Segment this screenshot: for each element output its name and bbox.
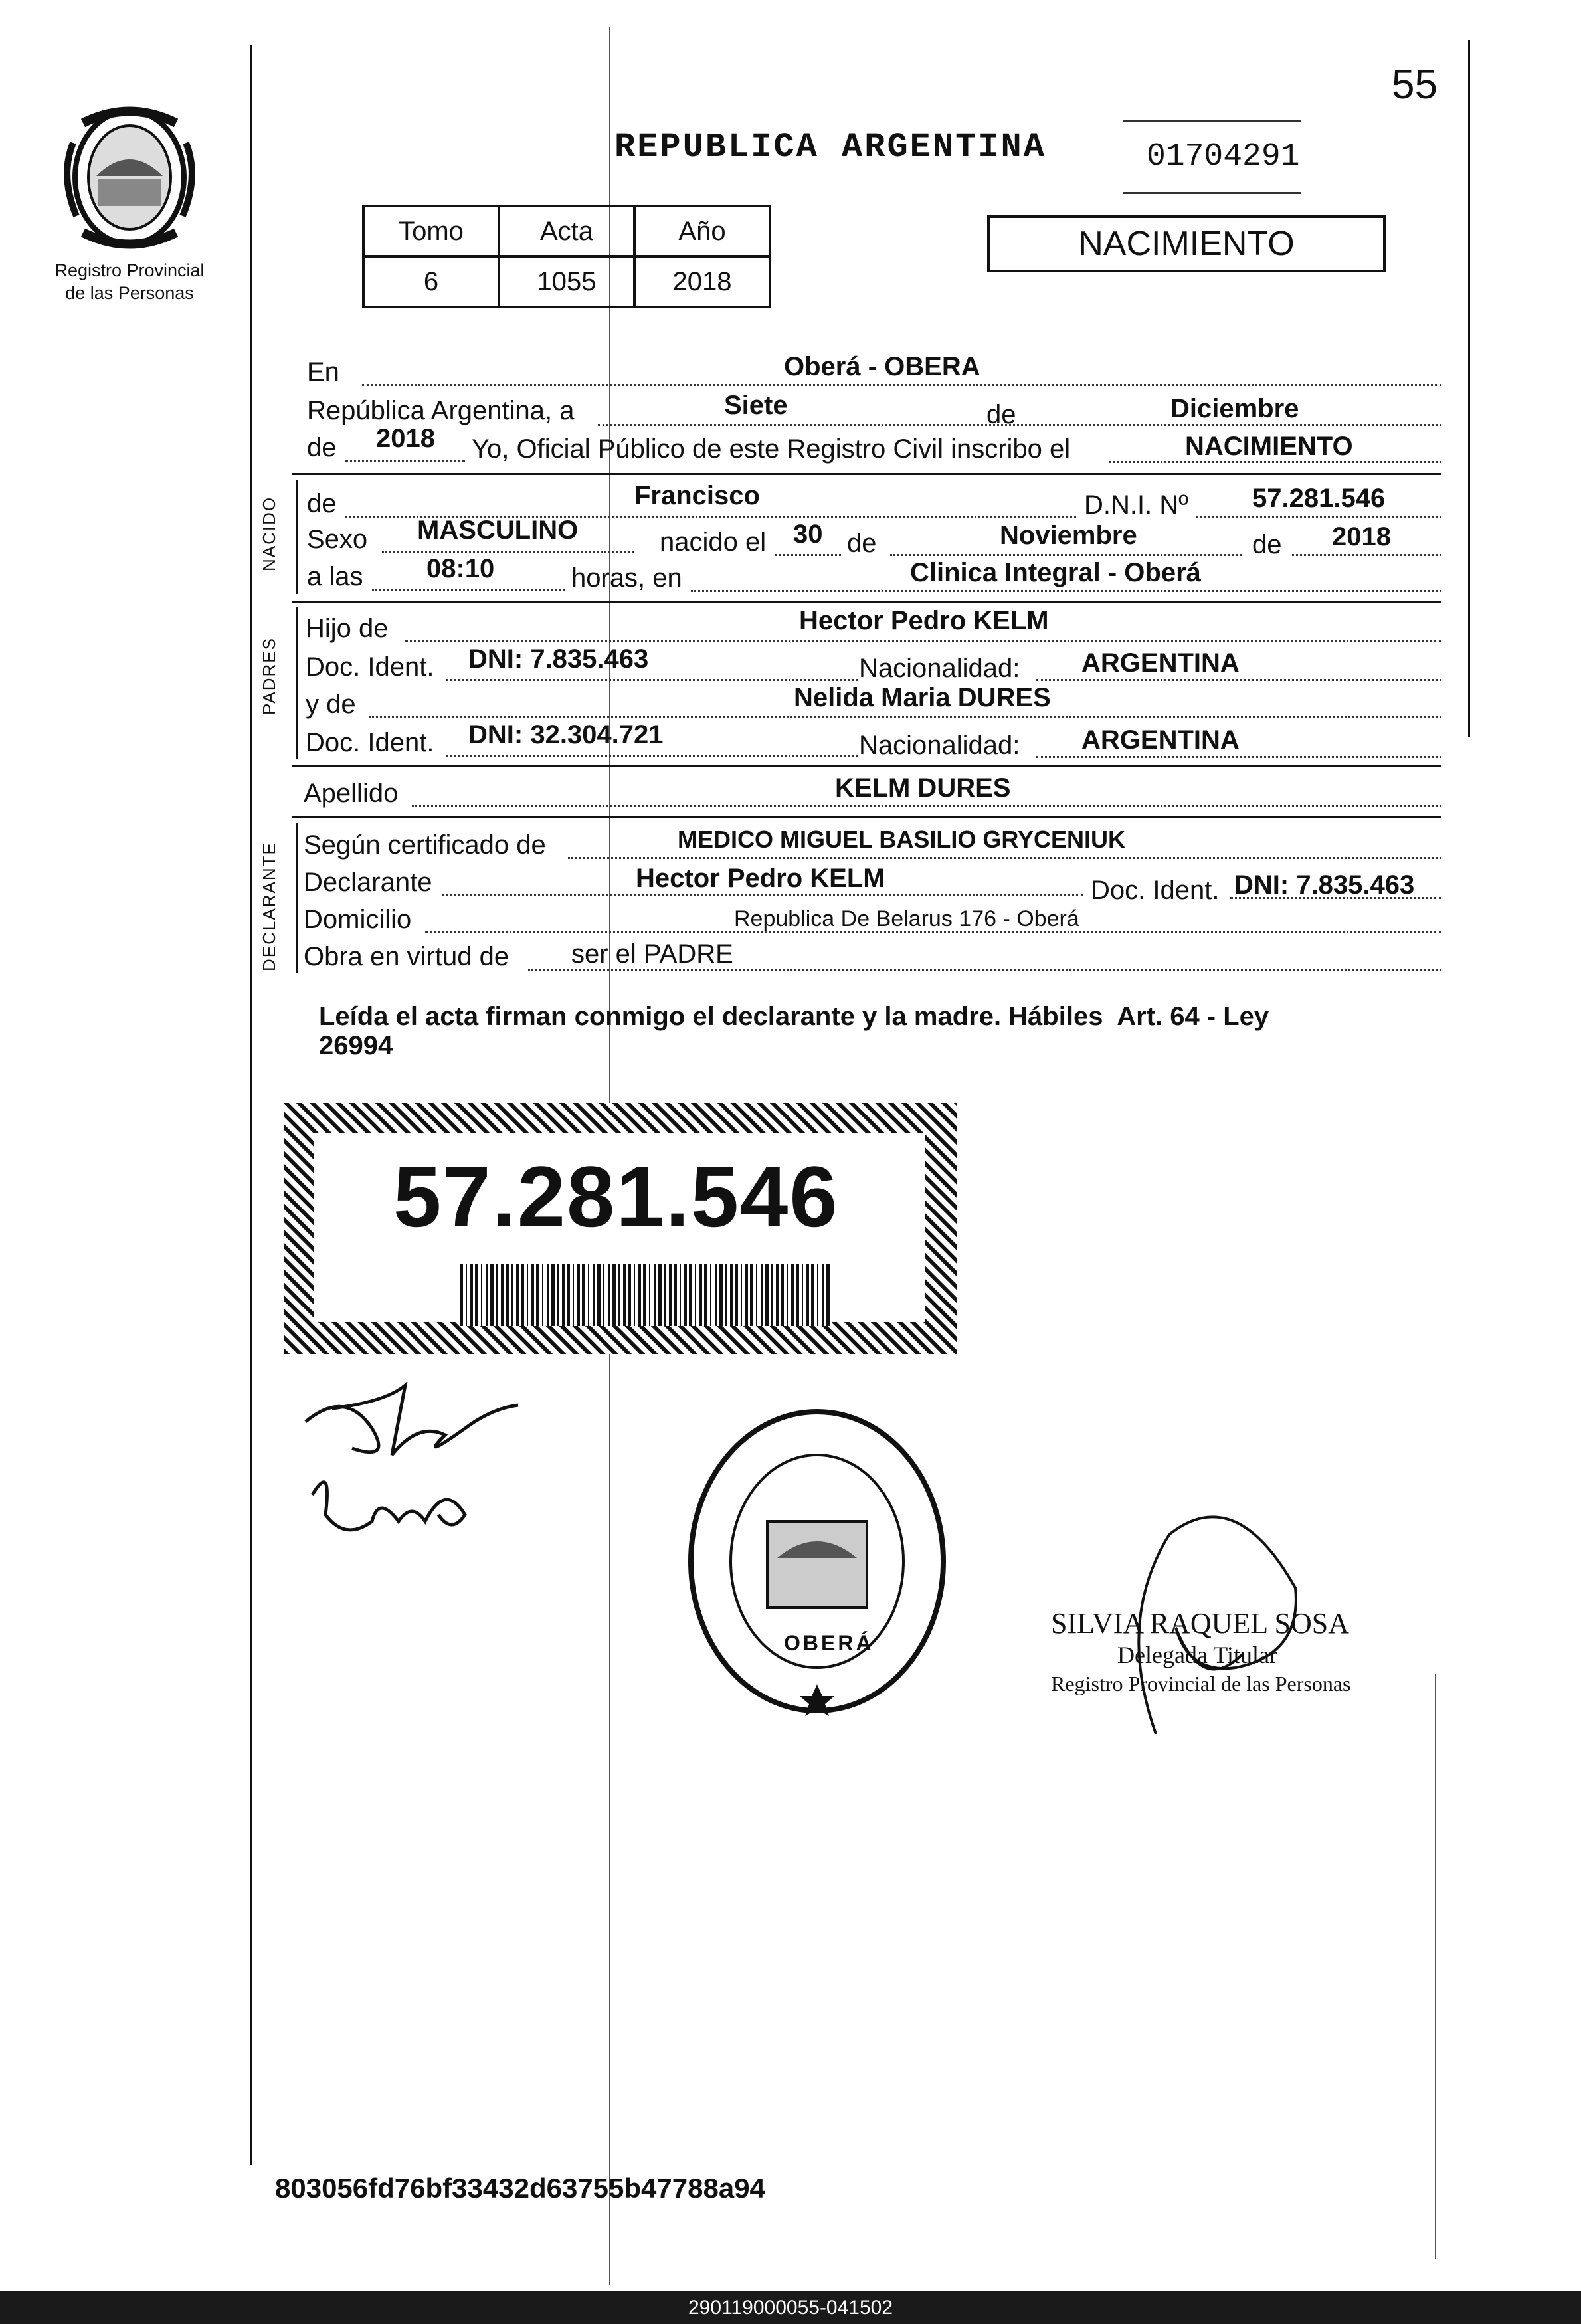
dotted-line bbox=[412, 805, 1442, 807]
nombre-nacido: Francisco bbox=[634, 481, 760, 510]
section-divider bbox=[292, 816, 1442, 818]
logo-caption-line1: Registro Provincial bbox=[54, 260, 205, 280]
dia-nacimiento: 30 bbox=[793, 520, 823, 549]
declarante-doc: DNI: 7.835.463 bbox=[1234, 870, 1415, 900]
dotted-line bbox=[598, 424, 1442, 426]
document-hash: 803056fd76bf33432d63755b47788a94 bbox=[275, 2173, 765, 2204]
padre-doc: DNI: 7.835.463 bbox=[468, 644, 649, 674]
de-label-2: de bbox=[847, 529, 877, 558]
document-title: REPUBLICA ARGENTINA bbox=[614, 128, 1046, 167]
declarante-label: DECLARANTE bbox=[259, 842, 279, 971]
obra-value: ser el PADRE bbox=[571, 939, 733, 969]
page-number: 55 bbox=[1392, 62, 1438, 108]
padre-doc-label: Doc. Ident. bbox=[306, 652, 434, 682]
madre-doc-label: Doc. Ident. bbox=[306, 728, 434, 757]
dotted-line bbox=[691, 590, 1442, 592]
dotted-line bbox=[369, 716, 1442, 718]
left-margin-line bbox=[250, 45, 252, 2165]
header-anio: Año bbox=[634, 206, 770, 256]
dotted-line bbox=[442, 894, 1083, 896]
padre-nac-label: Nacionalidad: bbox=[859, 654, 1020, 683]
serial-number: 01704291 bbox=[1147, 139, 1300, 175]
declarante-doc-label: Doc. Ident. bbox=[1091, 876, 1220, 905]
declarante-nombre: Hector Pedro KELM bbox=[636, 864, 885, 893]
en-label: En bbox=[307, 357, 339, 387]
section-divider bbox=[292, 473, 1442, 475]
apellido-label: Apellido bbox=[304, 779, 399, 808]
dni-label: D.N.I. Nº bbox=[1084, 490, 1188, 520]
serial-box bbox=[1123, 120, 1301, 194]
sexo-value: MASCULINO bbox=[417, 516, 579, 545]
y-de-label: y de bbox=[306, 690, 356, 719]
dotted-line bbox=[1109, 461, 1442, 463]
dotted-line bbox=[446, 679, 858, 681]
dni-security-label bbox=[284, 1103, 957, 1354]
value-anio: 2018 bbox=[634, 256, 770, 307]
declarante-bracket bbox=[296, 823, 298, 973]
dotted-line bbox=[890, 554, 1242, 556]
madre-nacionalidad: ARGENTINA bbox=[1081, 726, 1240, 755]
de2-label: de bbox=[307, 433, 337, 462]
value-tomo: 6 bbox=[363, 256, 499, 307]
horas-en-label: horas, en bbox=[571, 563, 682, 593]
doc-type: NACIMIENTO bbox=[1078, 225, 1295, 263]
de-label: de bbox=[986, 400, 1016, 429]
hora-nacimiento: 08:10 bbox=[426, 554, 495, 583]
dni-label-panel bbox=[314, 1133, 925, 1322]
dia-inscripcion: Siete bbox=[724, 391, 788, 420]
province-logo bbox=[56, 103, 203, 256]
padre-nacionalidad: ARGENTINA bbox=[1081, 648, 1240, 678]
nacido-bracket bbox=[296, 480, 298, 594]
dotted-line bbox=[446, 755, 858, 757]
doc-type-box bbox=[987, 215, 1386, 272]
dotted-line bbox=[405, 640, 1442, 642]
record-table bbox=[362, 205, 771, 308]
certificado-value: MEDICO MIGUEL BASILIO GRYCENIUK bbox=[678, 826, 1126, 853]
logo-caption-line2: de las Personas bbox=[65, 283, 194, 303]
dotted-line bbox=[568, 857, 1442, 859]
republica-label: República Argentina, a bbox=[307, 396, 575, 425]
dotted-line bbox=[1196, 516, 1442, 518]
value-acta: 1055 bbox=[499, 256, 634, 307]
padre-nombre: Hector Pedro KELM bbox=[799, 606, 1049, 635]
section-divider bbox=[292, 601, 1442, 603]
dni-label-number: 57.281.546 bbox=[393, 1148, 839, 1245]
hijo-de-label: Hijo de bbox=[306, 614, 389, 643]
anio-inscripcion: 2018 bbox=[376, 424, 435, 453]
apellido-value: KELM DURES bbox=[835, 773, 1011, 803]
obra-label: Obra en virtud de bbox=[304, 942, 510, 971]
padres-bracket bbox=[296, 607, 298, 759]
dotted-line bbox=[1036, 679, 1442, 681]
barcode bbox=[460, 1264, 832, 1326]
section-divider bbox=[292, 765, 1442, 767]
lugar-nacimiento: Clinica Integral - Oberá bbox=[910, 558, 1201, 587]
official-org: Registro Provincial de las Personas bbox=[1051, 1672, 1351, 1695]
right-margin-line bbox=[1468, 40, 1470, 737]
dotted-line bbox=[345, 460, 465, 462]
dotted-line bbox=[528, 969, 1442, 971]
nombre-de-label: de bbox=[307, 489, 337, 518]
madre-nac-label: Nacionalidad: bbox=[859, 731, 1020, 760]
mes-nacimiento: Noviembre bbox=[1000, 521, 1137, 550]
madre-nombre: Nelida Maria DURES bbox=[794, 683, 1051, 712]
official-stamp bbox=[684, 1405, 950, 1717]
official-role: Delegada Titular bbox=[1117, 1642, 1277, 1668]
right-edge-line bbox=[1435, 1674, 1436, 2259]
dotted-line bbox=[372, 589, 565, 591]
dotted-line bbox=[1292, 554, 1442, 556]
dni-nacido: 57.281.546 bbox=[1252, 484, 1386, 513]
declarante-nombre-label: Declarante bbox=[304, 868, 432, 897]
signature-declarante bbox=[292, 1382, 531, 1555]
footer-code: 290119000055-041502 bbox=[688, 2297, 893, 2319]
madre-doc: DNI: 32.304.721 bbox=[468, 720, 664, 749]
nacido-label: NACIDO bbox=[259, 496, 279, 571]
domicilio-label: Domicilio bbox=[304, 905, 412, 934]
nacido-el-label: nacido el bbox=[660, 528, 767, 557]
official-name: SILVIA RAQUEL SOSA bbox=[1051, 1607, 1350, 1640]
certificado-label: Según certificado de bbox=[304, 830, 546, 860]
oficial-label: Yo, Oficial Público de este Registro Civil inscribo el bbox=[472, 435, 1071, 464]
dotted-line bbox=[382, 551, 634, 553]
closing-line1: Leída el acta firman conmigo el declarante y la madre. Hábiles Art. 64 - Ley bbox=[319, 1002, 1269, 1031]
dotted-line bbox=[1036, 756, 1442, 758]
a-las-label: a las bbox=[307, 562, 363, 591]
de-label-3: de bbox=[1252, 530, 1282, 559]
header-tomo: Tomo bbox=[363, 206, 499, 256]
domicilio-value: Republica De Belarus 176 - Oberá bbox=[734, 906, 1079, 931]
mes-inscripcion: Diciembre bbox=[1170, 394, 1299, 423]
lugar-inscripcion: Oberá - OBERA bbox=[784, 352, 980, 381]
dotted-line bbox=[425, 931, 1442, 933]
padres-label: PADRES bbox=[259, 637, 279, 715]
tipo-inscripcion: NACIMIENTO bbox=[1185, 432, 1353, 461]
stamp-city: OBERÁ bbox=[784, 1631, 874, 1655]
sexo-label: Sexo bbox=[307, 525, 368, 554]
anio-nacimiento: 2018 bbox=[1332, 522, 1391, 551]
closing-line2: 26994 bbox=[319, 1031, 393, 1060]
dotted-line bbox=[775, 554, 841, 556]
footer-bar bbox=[0, 2291, 1581, 2324]
header-acta: Acta bbox=[499, 206, 634, 256]
dotted-line bbox=[362, 384, 1442, 386]
